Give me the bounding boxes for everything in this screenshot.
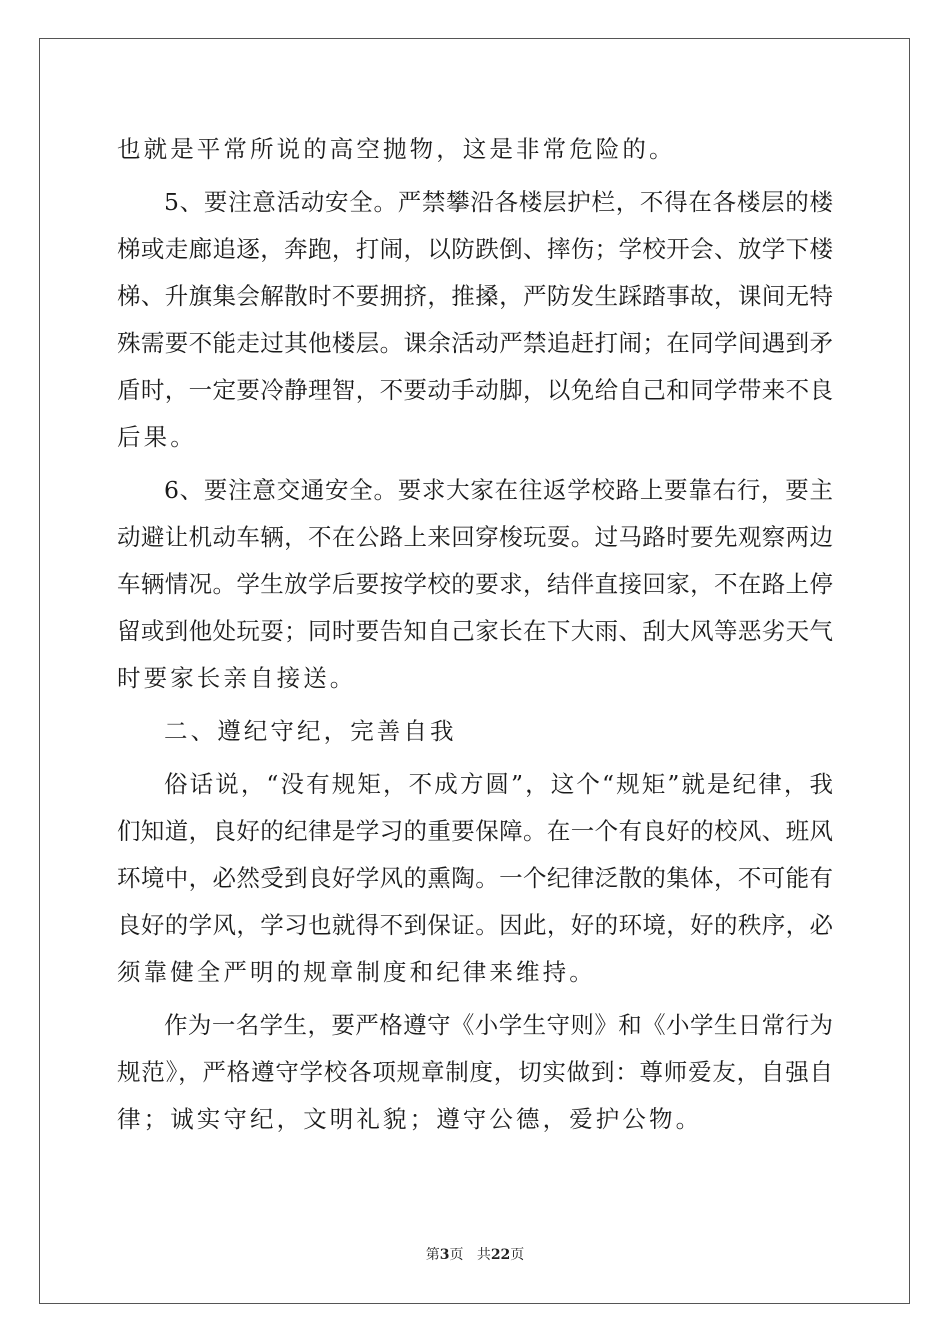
text-line: 俗话说，“没有规矩，不成方圆”，这个“规矩”就是纪律，我	[164, 770, 833, 798]
text-line: 须靠健全严明的规章制度和纪律来维持。	[117, 958, 596, 986]
text-line: 时要家长亲自接送。	[117, 664, 357, 692]
text-line: 梯、升旗集会解散时不要拥挤，推搡，严防发生踩踏事故，课间无特	[117, 282, 833, 310]
footer-total-pages: 22	[490, 1247, 511, 1263]
document-body	[117, 126, 833, 1143]
text-line: 5、要注意活动安全。严禁攀沿各楼层护栏，不得在各楼层的楼	[164, 188, 833, 216]
text-line: 也就是平常所说的高空抛物，这是非常危险的。	[117, 135, 676, 163]
text-line: 梯或走廊追逐，奔跑，打闹，以防跌倒、摔伤；学校开会、放学下楼	[117, 235, 833, 263]
text-line: 留或到他处玩耍；同时要告知自己家长在下大雨、刮大风等恶劣天气	[117, 617, 833, 645]
footer-total-prefix: 共	[476, 1247, 491, 1263]
text-line: 们知道，良好的纪律是学习的重要保障。在一个有良好的校风、班风	[117, 817, 833, 845]
text-line: 动避让机动车辆，不在公路上来回穿梭玩耍。过马路时要先观察两边	[117, 523, 833, 551]
text-line: 后果。	[117, 423, 197, 451]
text-line: 6、要注意交通安全。要求大家在往返学校路上要靠右行，要主	[164, 476, 833, 504]
footer-prefix: 第	[425, 1247, 440, 1263]
text-line: 二、遵纪守纪，完善自我	[164, 717, 457, 745]
footer-page-word: 页	[449, 1247, 464, 1263]
footer-current-page: 3	[439, 1247, 450, 1263]
text-line: 律；诚实守纪，文明礼貌；遵守公德，爱护公物。	[117, 1105, 703, 1133]
text-line: 盾时，一定要冷静理智，不要动手动脚，以免给自己和同学带来不良	[117, 376, 833, 404]
footer-total-suffix: 页	[510, 1247, 525, 1263]
page-footer	[0, 1245, 950, 1265]
text-line: 殊需要不能走过其他楼层。课余活动严禁追赶打闹；在同学间遇到矛	[117, 329, 833, 357]
text-line: 规范》，严格遵守学校各项规章制度，切实做到：尊师爱友，自强自	[117, 1058, 833, 1086]
text-line: 车辆情况。学生放学后要按学校的要求，结伴直接回家，不在路上停	[117, 570, 833, 598]
text-line: 环境中，必然受到良好学风的熏陶。一个纪律泛散的集体，不可能有	[117, 864, 833, 892]
text-line: 良好的学风，学习也就得不到保证。因此，好的环境，好的秩序，必	[117, 911, 833, 939]
text-line: 作为一名学生，要严格遵守《小学生守则》和《小学生日常行为	[164, 1011, 833, 1039]
